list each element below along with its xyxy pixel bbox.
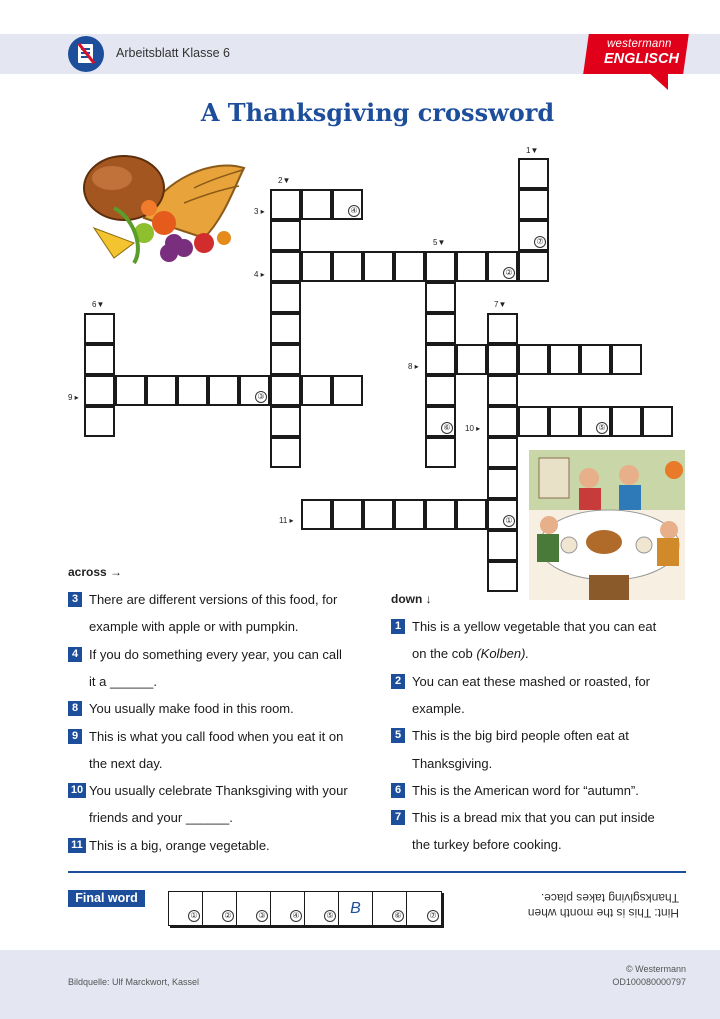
crossword-cell[interactable] (487, 468, 518, 499)
clue-text: You can eat these mashed or roasted, for (412, 673, 651, 689)
crossword-cell[interactable] (270, 437, 301, 468)
crossword-cell[interactable] (611, 344, 642, 375)
final-word-marker: ② (222, 910, 234, 922)
final-word-label: Final word (68, 890, 145, 907)
clue-number-label: 3 ▸ (254, 207, 265, 216)
brand-subject: ENGLISCH (604, 51, 679, 67)
header-title: Arbeitsblatt Klasse 6 (116, 46, 230, 60)
crossword-cell[interactable] (332, 375, 363, 406)
clue-number-label: 8 ▸ (408, 362, 419, 371)
crossword-cell[interactable] (301, 499, 332, 530)
clue-number-badge: 10 (68, 783, 86, 798)
crossword-cell[interactable] (394, 499, 425, 530)
crossword-cell[interactable] (270, 375, 301, 406)
clue-number-label: 1▼ (526, 146, 539, 155)
clue-number-label: 2▼ (278, 176, 291, 185)
hint-line-1: Hint: This is the month when (527, 906, 679, 920)
crossword-cell[interactable] (363, 499, 394, 530)
clue-text: This is the American word for “autumn”. (412, 782, 639, 798)
clue-number-badge: 2 (391, 674, 405, 689)
crossword-cell[interactable] (425, 313, 456, 344)
clue-text: This is a bread mix that you can put inside (412, 810, 655, 826)
crossword-cell[interactable] (611, 406, 642, 437)
family-dinner-illustration (529, 450, 685, 600)
clue-number-label: 7▼ (494, 300, 507, 309)
crossword-cell[interactable] (270, 344, 301, 375)
clue-number-badge: 5 (391, 728, 405, 743)
crossword-cell[interactable] (301, 375, 332, 406)
clue-text: This is a yellow vegetable that you can eat (412, 619, 657, 634)
solution-letter-marker: ⑦ (534, 236, 546, 248)
final-word-cell[interactable] (271, 892, 305, 925)
clue-number-badge: 3 (68, 592, 82, 607)
crossword-cell[interactable] (487, 437, 518, 468)
crossword-cell[interactable] (518, 406, 549, 437)
cornucopia-illustration (74, 148, 250, 272)
final-word-letter: B (350, 900, 361, 917)
crossword-cell[interactable] (425, 437, 456, 468)
clue-text: example. (412, 700, 465, 716)
final-word-cell[interactable] (237, 892, 271, 925)
crossword-cell[interactable] (487, 561, 518, 592)
final-word-cell[interactable] (373, 892, 407, 925)
divider (68, 871, 686, 873)
crossword-cell[interactable] (642, 406, 673, 437)
clue-text: example with apple or with pumpkin. (89, 619, 299, 635)
crossword-cell[interactable] (456, 344, 487, 375)
clue-text: This is a big, orange vegetable. (89, 837, 270, 853)
solution-letter-marker: ③ (255, 391, 267, 403)
clue-number-label: 10 ▸ (465, 424, 481, 433)
brand-logo-tail (648, 72, 668, 90)
clue-text: This is what you call food when you eat it on (89, 728, 344, 744)
crossword-cell[interactable] (84, 313, 115, 344)
crossword-cell[interactable] (332, 251, 363, 282)
clue-number-label: 4 ▸ (254, 270, 265, 279)
crossword-cell[interactable] (518, 158, 549, 189)
final-word-cell[interactable] (407, 892, 441, 925)
crossword-cell[interactable] (580, 406, 611, 437)
crossword-cell[interactable] (270, 313, 301, 344)
clue-number-label: 6▼ (92, 300, 105, 309)
crossword-cell[interactable] (270, 282, 301, 313)
final-word-marker: ④ (290, 910, 302, 922)
crossword-cell[interactable] (84, 406, 115, 437)
crossword-cell[interactable] (270, 189, 301, 220)
crossword-cell[interactable] (270, 220, 301, 251)
crossword-cell[interactable] (301, 251, 332, 282)
clue-number-badge: 1 (391, 619, 405, 634)
crossword-cell[interactable] (425, 251, 456, 282)
final-word-cell[interactable] (305, 892, 339, 925)
down-heading: down ↓ (391, 592, 432, 606)
crossword-cell[interactable] (518, 189, 549, 220)
clue-text-italic: (Kolben). (476, 646, 530, 662)
final-word-marker: ⑦ (427, 910, 439, 922)
crossword-cell[interactable] (456, 499, 487, 530)
image-credit: Bildquelle: Ulf Marckwort, Kassel (68, 977, 200, 987)
crossword-cell[interactable] (332, 189, 363, 220)
solution-letter-marker: ④ (348, 205, 360, 217)
solution-letter-marker: ⑤ (596, 422, 608, 434)
brand-name: westermann (607, 38, 672, 50)
crossword-cell[interactable] (425, 406, 456, 437)
final-word-box (168, 891, 442, 926)
crossword-cell[interactable] (208, 375, 239, 406)
crossword-cell[interactable] (332, 499, 363, 530)
clue-number-badge: 11 (68, 838, 86, 853)
crossword-cell[interactable] (146, 375, 177, 406)
clue-text: There are different versions of this food, for (89, 592, 338, 607)
copyright: © Westermann (626, 964, 686, 974)
clue-text: on the cob (Kolben). (412, 646, 530, 662)
crossword-cell[interactable] (487, 530, 518, 561)
clue-text: friends and your ______. (89, 810, 233, 826)
clue-number-badge: 8 (68, 701, 82, 716)
final-word-marker: ⑤ (324, 910, 336, 922)
clue-text: You usually make food in this room. (89, 701, 294, 717)
crossword-cell[interactable] (363, 251, 394, 282)
crossword-cell[interactable] (394, 251, 425, 282)
final-word-cell[interactable] (169, 892, 203, 925)
crossword-cell[interactable] (270, 406, 301, 437)
clue-text: This is the big bird people often eat at (412, 728, 629, 744)
crossword-cell[interactable] (487, 344, 518, 375)
crossword-cell[interactable] (518, 220, 549, 251)
crossword-cell[interactable] (518, 344, 549, 375)
crossword-cell[interactable] (301, 189, 332, 220)
clue-text: If you do something every year, you can call (89, 646, 342, 662)
crossword-cell[interactable] (84, 375, 115, 406)
clue-text: the next day. (89, 755, 163, 771)
clue-number-label: 5▼ (433, 238, 446, 247)
final-word-marker: ① (188, 910, 200, 922)
clue-number-badge: 7 (391, 810, 405, 825)
crossword-cell[interactable] (425, 344, 456, 375)
clue-text: the turkey before cooking. (412, 837, 562, 853)
worksheet-logo-icon (68, 36, 104, 72)
crossword-cell[interactable] (115, 375, 146, 406)
final-word-cell[interactable] (339, 892, 373, 925)
solution-letter-marker: ⑥ (441, 422, 453, 434)
crossword-cell[interactable] (239, 375, 270, 406)
crossword-cell[interactable] (580, 344, 611, 375)
solution-letter-marker: ① (503, 515, 515, 527)
crossword-cell[interactable] (487, 375, 518, 406)
crossword-cell[interactable] (487, 251, 518, 282)
crossword-cell[interactable] (84, 344, 115, 375)
final-word-marker: ③ (256, 910, 268, 922)
crossword-cell[interactable] (270, 251, 301, 282)
crossword-cell[interactable] (549, 406, 580, 437)
clue-number-label: 11 ▸ (279, 516, 294, 525)
crossword-cell[interactable] (518, 251, 549, 282)
clue-text: it a ______. (89, 673, 157, 689)
clue-number-label: 9 ▸ (68, 393, 79, 402)
clue-text: Thanksgiving. (412, 755, 493, 771)
hint-line-2: Thanksgiving takes place. (540, 891, 679, 905)
final-word-marker: ⑥ (392, 910, 404, 922)
clue-number-badge: 9 (68, 729, 82, 744)
page-title: A Thanksgiving crossword (200, 98, 555, 127)
crossword-cell[interactable] (177, 375, 208, 406)
hint-upside-down (489, 890, 679, 920)
crossword-cell[interactable] (425, 375, 456, 406)
clue-number-badge: 4 (68, 647, 82, 662)
crossword-cell[interactable] (487, 499, 518, 530)
crossword-cell[interactable] (487, 313, 518, 344)
across-heading: across → (68, 565, 123, 579)
crossword-cell[interactable] (487, 406, 518, 437)
crossword-cell[interactable] (549, 344, 580, 375)
final-word-cell[interactable] (203, 892, 237, 925)
solution-letter-marker: ② (503, 267, 515, 279)
crossword-cell[interactable] (425, 282, 456, 313)
document-code: OD100080000797 (612, 977, 686, 987)
crossword-cell[interactable] (425, 499, 456, 530)
clue-text: You usually celebrate Thanksgiving with your (89, 783, 348, 799)
clue-number-badge: 6 (391, 783, 405, 798)
crossword-cell[interactable] (456, 251, 487, 282)
